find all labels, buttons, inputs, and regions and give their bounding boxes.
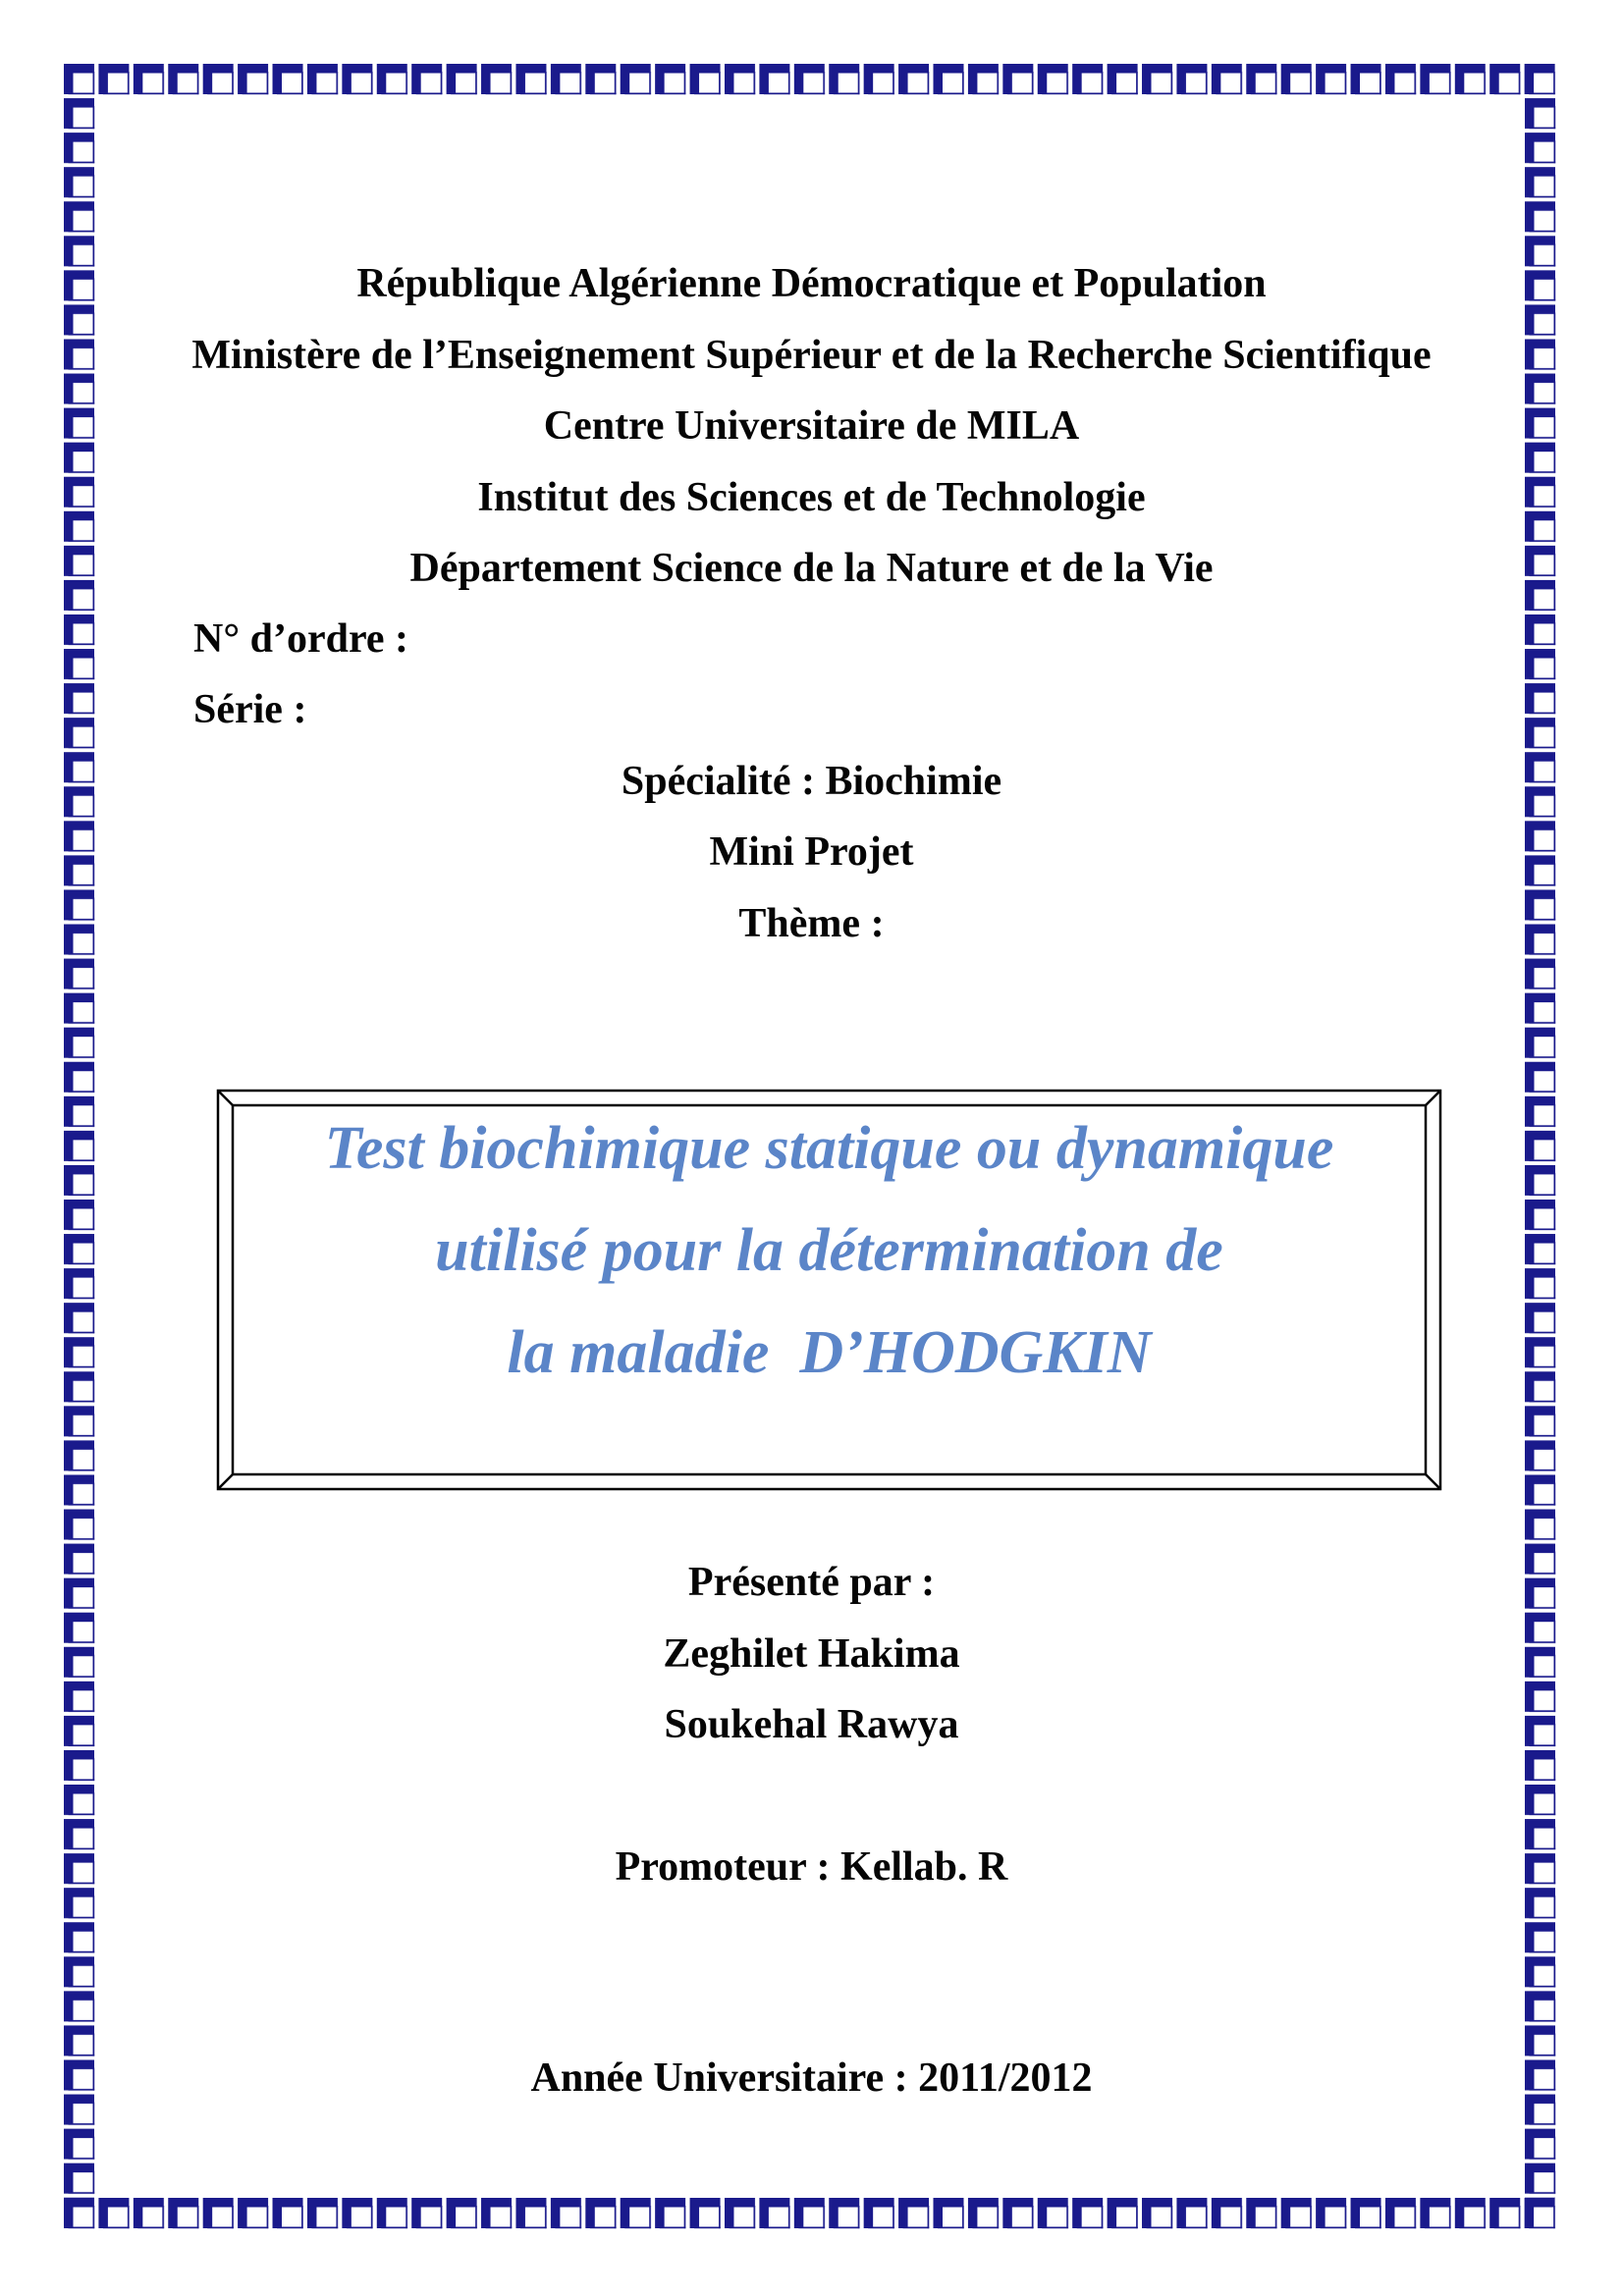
theme-label: Thème : — [738, 901, 885, 946]
presented-by-label: Présenté par : — [687, 1560, 936, 1605]
specialty-line: Spécialité : Biochimie — [621, 759, 1002, 804]
document-title-line-2: utilisé pour la détermination de — [435, 1217, 1223, 1284]
theme-title-box — [216, 1089, 1442, 1491]
header-line-institute: Institut des Sciences et de Technologie — [477, 475, 1146, 520]
promoter-line: Promoteur : Kellab. R — [615, 1844, 1008, 1890]
header-line-republic: République Algérienne Démocratique et Population — [356, 261, 1267, 306]
header-line-ministry: Ministère de l’Enseignement Supérieur et de la Recherche Scientifique — [191, 333, 1432, 378]
author-name-1: Zeghilet Hakima — [663, 1631, 960, 1677]
header-line-university: Centre Universitaire de MILA — [543, 403, 1080, 449]
header-line-department: Département Science de la Nature et de la Vie — [409, 546, 1214, 591]
series-label: Série : — [193, 687, 307, 732]
academic-year-line: Année Universitaire : 2011/2012 — [530, 2056, 1093, 2101]
document-title-line-3: la maladie D’HODGKIN — [507, 1319, 1152, 1386]
order-number-label: N° d’ordre : — [193, 616, 408, 662]
author-name-2: Soukehal Rawya — [664, 1702, 959, 1747]
document-title-line-1: Test biochimique statique ou dynamique — [324, 1115, 1334, 1182]
project-type-line: Mini Projet — [709, 829, 914, 875]
